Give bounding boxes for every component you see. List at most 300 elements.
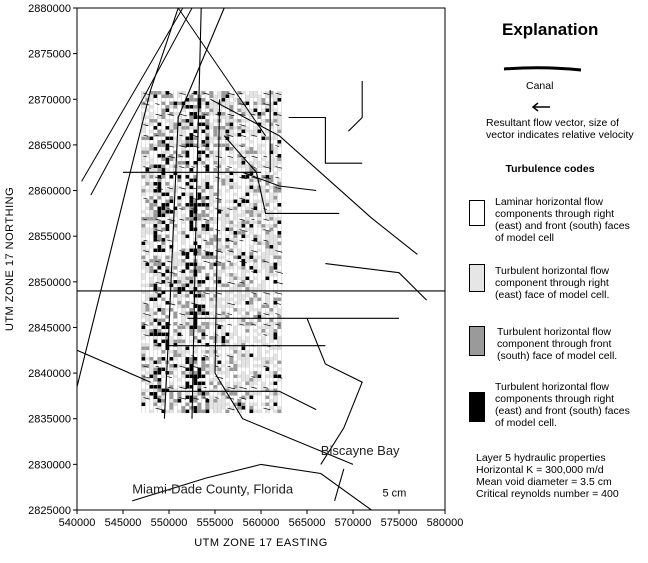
grid-cell <box>161 130 165 134</box>
grid-cell <box>229 298 233 302</box>
grid-cell <box>249 130 253 134</box>
grid-cell <box>161 333 165 337</box>
grid-cell <box>245 165 249 169</box>
grid-cell <box>149 410 153 414</box>
grid-cell <box>237 336 241 340</box>
grid-cell <box>241 165 245 169</box>
grid-cell <box>145 371 149 375</box>
grid-cell <box>153 301 157 305</box>
grid-cell <box>177 154 181 158</box>
grid-cell <box>245 228 249 232</box>
grid-cell <box>257 357 261 361</box>
grid-cell <box>245 98 249 102</box>
grid-cell <box>145 168 149 172</box>
grid-cell <box>173 105 177 109</box>
grid-cell <box>189 329 193 333</box>
grid-cell <box>185 207 189 211</box>
grid-cell <box>213 200 217 204</box>
grid-cell <box>269 340 273 344</box>
grid-cell <box>205 273 209 277</box>
legend-swatch-east <box>469 264 485 292</box>
grid-cell <box>257 242 261 246</box>
grid-cell <box>253 158 257 162</box>
grid-cell <box>145 284 149 288</box>
grid-cell <box>145 263 149 267</box>
y-tick-label: 2865000 <box>28 139 71 152</box>
grid-cell <box>161 210 165 214</box>
grid-cell <box>161 165 165 169</box>
grid-cell <box>145 189 149 193</box>
grid-cell <box>213 175 217 179</box>
grid-cell <box>261 280 265 284</box>
grid-cell <box>205 133 209 137</box>
grid-cell <box>181 147 185 151</box>
grid-cell <box>205 126 209 130</box>
grid-cell <box>269 322 273 326</box>
grid-cell <box>237 252 241 256</box>
grid-cell <box>269 273 273 277</box>
grid-cell <box>257 116 261 120</box>
grid-cell <box>249 189 253 193</box>
grid-cell <box>197 294 201 298</box>
grid-cell <box>221 228 225 232</box>
grid-cell <box>181 340 185 344</box>
grid-cell <box>245 130 249 134</box>
legend-label-south: Turbulent horizontal flow component through front (south) face of model cell. <box>497 326 618 362</box>
grid-cell <box>237 256 241 259</box>
grid-cell <box>225 95 229 99</box>
grid-cell <box>189 322 193 326</box>
grid-cell <box>205 399 209 403</box>
grid-cell <box>245 357 249 361</box>
grid-cell <box>229 224 233 228</box>
grid-cell <box>201 410 205 414</box>
canal-legend-line <box>503 62 583 76</box>
grid-cell <box>273 357 277 361</box>
grid-cell <box>209 112 213 116</box>
grid-cell <box>217 238 221 242</box>
grid-cell <box>197 280 201 284</box>
grid-cell <box>269 186 273 190</box>
grid-cell <box>245 361 249 365</box>
grid-cell <box>217 371 221 375</box>
grid-cell <box>213 378 217 382</box>
grid-cell <box>189 179 193 183</box>
grid-cell <box>197 235 201 239</box>
grid-cell <box>201 382 205 386</box>
grid-cell <box>277 140 281 144</box>
grid-cell <box>149 105 153 109</box>
grid-cell <box>217 298 221 302</box>
grid-cell <box>269 371 273 375</box>
grid-cell <box>273 266 277 270</box>
grid-cell <box>277 231 281 235</box>
grid-cell <box>169 410 173 414</box>
grid-cell <box>221 249 225 253</box>
grid-cell <box>261 357 265 361</box>
grid-cell <box>213 217 217 221</box>
grid-cell <box>145 137 149 141</box>
grid-cell <box>225 273 229 277</box>
grid-cell <box>169 119 173 123</box>
grid-cell <box>257 378 261 382</box>
grid-cell <box>201 326 205 330</box>
grid-cell <box>265 95 269 99</box>
grid-cell <box>213 410 217 414</box>
grid-cell <box>209 403 213 407</box>
grid-cell <box>149 245 153 249</box>
grid-cell <box>257 354 261 358</box>
grid-cell <box>161 95 165 99</box>
grid-cell <box>225 98 229 102</box>
grid-cell <box>185 161 189 165</box>
grid-cell <box>157 196 161 200</box>
grid-cell <box>217 392 221 396</box>
grid-cell <box>209 252 213 256</box>
grid-cell <box>205 245 209 249</box>
grid-cell <box>141 343 145 347</box>
grid-cell <box>269 179 273 183</box>
grid-cell <box>265 105 269 109</box>
grid-cell <box>141 137 145 141</box>
grid-cell <box>273 263 277 267</box>
grid-cell <box>205 168 209 172</box>
grid-cell <box>193 350 197 354</box>
grid-cell <box>253 392 257 396</box>
grid-cell <box>145 207 149 211</box>
grid-cell <box>233 245 237 249</box>
canal-path <box>77 8 178 387</box>
grid-cell <box>157 165 161 169</box>
grid-cell <box>141 326 145 330</box>
grid-cell <box>245 235 249 239</box>
grid-cell <box>141 305 145 309</box>
grid-cell <box>253 130 257 134</box>
grid-cell <box>213 130 217 134</box>
grid-cell <box>205 105 209 109</box>
grid-cell <box>149 368 153 372</box>
grid-cell <box>173 238 177 242</box>
grid-cell <box>249 179 253 183</box>
grid-cell <box>153 200 157 204</box>
grid-cell <box>157 179 161 183</box>
grid-cell <box>213 109 217 113</box>
grid-cell <box>181 193 185 197</box>
grid-cell <box>153 189 157 193</box>
grid-cell <box>177 165 181 169</box>
y-tick-label: 2835000 <box>28 413 71 426</box>
grid-cell <box>205 252 209 256</box>
grid-cell <box>261 287 265 291</box>
grid-cell <box>145 343 149 347</box>
grid-cell <box>269 406 273 410</box>
grid-cell <box>265 256 269 259</box>
grid-cell <box>165 151 169 155</box>
grid-cell <box>145 305 149 309</box>
grid-cell <box>173 126 177 130</box>
grid-cell <box>261 336 265 340</box>
grid-cell <box>201 189 205 193</box>
y-tick-label: 2875000 <box>28 48 71 61</box>
grid-cell <box>221 284 225 288</box>
grid-cell <box>249 249 253 253</box>
flow-vector <box>167 377 172 378</box>
grid-cell <box>241 277 245 281</box>
grid-cell <box>237 406 241 410</box>
grid-cell <box>177 305 181 309</box>
grid-cell <box>269 175 273 179</box>
grid-cell <box>201 350 205 354</box>
grid-cell <box>177 252 181 256</box>
grid-cell <box>257 375 261 379</box>
grid-cell <box>249 392 253 396</box>
grid-cell <box>153 144 157 148</box>
grid-cell <box>185 305 189 309</box>
grid-cell <box>185 235 189 239</box>
grid-cell <box>145 231 149 235</box>
layer-line: Horizontal K = 300,000 m/d <box>476 464 604 476</box>
grid-cell <box>233 235 237 239</box>
grid-cell <box>173 294 177 298</box>
grid-cell <box>269 319 273 323</box>
grid-cell <box>245 382 249 386</box>
grid-cell <box>165 126 169 130</box>
grid-cell <box>149 168 153 172</box>
grid-cell <box>141 193 145 197</box>
grid-cell <box>149 200 153 204</box>
grid-cell <box>201 116 205 120</box>
grid-cell <box>277 98 281 102</box>
grid-cell <box>237 357 241 361</box>
grid-cell <box>221 392 225 396</box>
grid-cell <box>257 364 261 368</box>
grid-cell <box>141 368 145 372</box>
grid-cell <box>181 263 185 267</box>
grid-cell <box>209 137 213 141</box>
grid-cell <box>181 242 185 246</box>
grid-cell <box>273 221 277 225</box>
grid-cell <box>245 294 249 298</box>
grid-cell <box>261 252 265 256</box>
grid-cell <box>169 130 173 134</box>
grid-cell <box>209 91 213 95</box>
grid-cell <box>209 371 213 375</box>
grid-cell <box>201 357 205 361</box>
grid-cell <box>209 277 213 281</box>
grid-cell <box>229 95 233 99</box>
grid-cell <box>241 161 245 165</box>
y-tick-labels <box>28 3 77 517</box>
grid-cell <box>237 109 241 113</box>
grid-cell <box>221 336 225 340</box>
grid-cell <box>205 158 209 162</box>
grid-cell <box>149 294 153 298</box>
grid-cell <box>225 119 229 123</box>
grid-cell <box>273 193 277 197</box>
grid-cell <box>193 126 197 130</box>
grid-cell <box>233 329 237 333</box>
grid-cell <box>229 228 233 232</box>
grid-cell <box>273 305 277 309</box>
grid-cell <box>237 382 241 386</box>
grid-cell <box>173 273 177 277</box>
grid-cell <box>165 315 169 319</box>
grid-cell <box>221 364 225 368</box>
grid-cell <box>209 95 213 99</box>
grid-cell <box>213 161 217 165</box>
grid-cell <box>169 200 173 204</box>
grid-cell <box>197 312 201 316</box>
grid-cell <box>149 228 153 232</box>
grid-cell <box>241 203 245 207</box>
grid-cell <box>225 91 229 95</box>
grid-cell <box>205 322 209 326</box>
grid-cell <box>161 221 165 225</box>
grid-cell <box>177 301 181 305</box>
grid-cell <box>205 371 209 375</box>
grid-cell <box>165 189 169 193</box>
grid-cell <box>201 182 205 186</box>
grid-cell <box>225 238 229 242</box>
grid-cell <box>193 357 197 361</box>
grid-cell <box>161 102 165 106</box>
grid-cell <box>141 350 145 354</box>
grid-cell <box>197 203 201 207</box>
grid-cell <box>241 263 245 267</box>
grid-cell <box>233 301 237 305</box>
grid-cell <box>277 256 281 259</box>
grid-cell <box>249 133 253 137</box>
grid-cell <box>181 140 185 144</box>
grid-cell <box>261 228 265 232</box>
grid-cell <box>145 298 149 302</box>
grid-cell <box>241 266 245 270</box>
grid-cell <box>205 364 209 368</box>
grid-cell <box>225 312 229 316</box>
grid-cell <box>197 371 201 375</box>
grid-cell <box>185 347 189 351</box>
grid-cell <box>237 214 241 218</box>
grid-cell <box>237 165 241 169</box>
grid-cell <box>181 235 185 239</box>
grid-cell <box>165 301 169 305</box>
grid-cell <box>185 357 189 361</box>
grid-cell <box>185 263 189 267</box>
grid-cell <box>241 224 245 228</box>
flow-vector <box>143 135 148 136</box>
grid-cell <box>149 263 153 267</box>
grid-cell <box>277 361 281 365</box>
grid-cell <box>185 126 189 130</box>
grid-cell <box>189 326 193 330</box>
grid-cell <box>161 298 165 302</box>
grid-cell <box>153 329 157 333</box>
grid-cell <box>277 130 281 134</box>
grid-cell <box>237 91 241 95</box>
layer-line: Layer 5 hydraulic properties <box>476 452 606 464</box>
grid-cell <box>181 123 185 127</box>
grid-cell <box>217 326 221 330</box>
grid-cell <box>229 273 233 277</box>
grid-cell <box>265 270 269 274</box>
grid-cell <box>165 343 169 347</box>
grid-cell <box>201 266 205 270</box>
grid-cell <box>161 154 165 158</box>
grid-cell <box>253 161 257 165</box>
grid-cell <box>277 179 281 183</box>
flow-vector <box>215 261 221 262</box>
grid-cell <box>197 231 201 235</box>
y-tick-label: 2860000 <box>28 185 71 198</box>
grid-cell <box>209 126 213 130</box>
grid-cell <box>273 151 277 155</box>
grid-cell <box>141 392 145 396</box>
grid-cell <box>265 396 269 400</box>
grid-cell <box>261 266 265 270</box>
grid-cell <box>169 105 173 109</box>
grid-cell <box>257 217 261 221</box>
grid-cell <box>241 119 245 123</box>
grid-cell <box>237 231 241 235</box>
grid-cell <box>225 333 229 337</box>
grid-cell <box>253 242 257 246</box>
grid-cell <box>257 151 261 155</box>
grid-cell <box>197 217 201 221</box>
grid-cell <box>213 179 217 183</box>
grid-cell <box>221 179 225 183</box>
grid-cell <box>181 259 185 263</box>
grid-cell <box>237 228 241 232</box>
grid-cell <box>149 137 153 141</box>
grid-cell <box>141 273 145 277</box>
grid-cell <box>185 277 189 281</box>
grid-cell <box>153 168 157 172</box>
grid-cell <box>257 312 261 316</box>
grid-cell <box>189 105 193 109</box>
grid-cell <box>181 161 185 165</box>
grid-cell <box>237 308 241 312</box>
grid-cell <box>213 193 217 197</box>
grid-cell <box>161 245 165 249</box>
grid-cell <box>145 266 149 270</box>
grid-cell <box>185 144 189 148</box>
grid-cell <box>177 137 181 141</box>
grid-cell <box>181 315 185 319</box>
x-tick-label: 565000 <box>288 517 326 529</box>
grid-cell <box>225 179 229 183</box>
grid-cell <box>273 109 277 113</box>
grid-cell <box>189 277 193 281</box>
grid-cell <box>185 165 189 169</box>
grid-cell <box>257 238 261 242</box>
grid-cell <box>169 287 173 291</box>
grid-cell <box>273 165 277 169</box>
grid-cell <box>241 214 245 218</box>
grid-cell <box>197 385 201 389</box>
grid-cell <box>221 399 225 403</box>
grid-cell <box>181 119 185 123</box>
grid-cell <box>217 242 221 246</box>
grid-cell <box>189 287 193 291</box>
grid-cell <box>149 112 153 116</box>
grid-cell <box>165 259 169 263</box>
grid-cell <box>161 396 165 400</box>
grid-cell <box>229 158 233 162</box>
grid-cell <box>153 287 157 291</box>
grid-cell <box>145 242 149 246</box>
grid-cell <box>141 165 145 169</box>
grid-cell <box>193 105 197 109</box>
